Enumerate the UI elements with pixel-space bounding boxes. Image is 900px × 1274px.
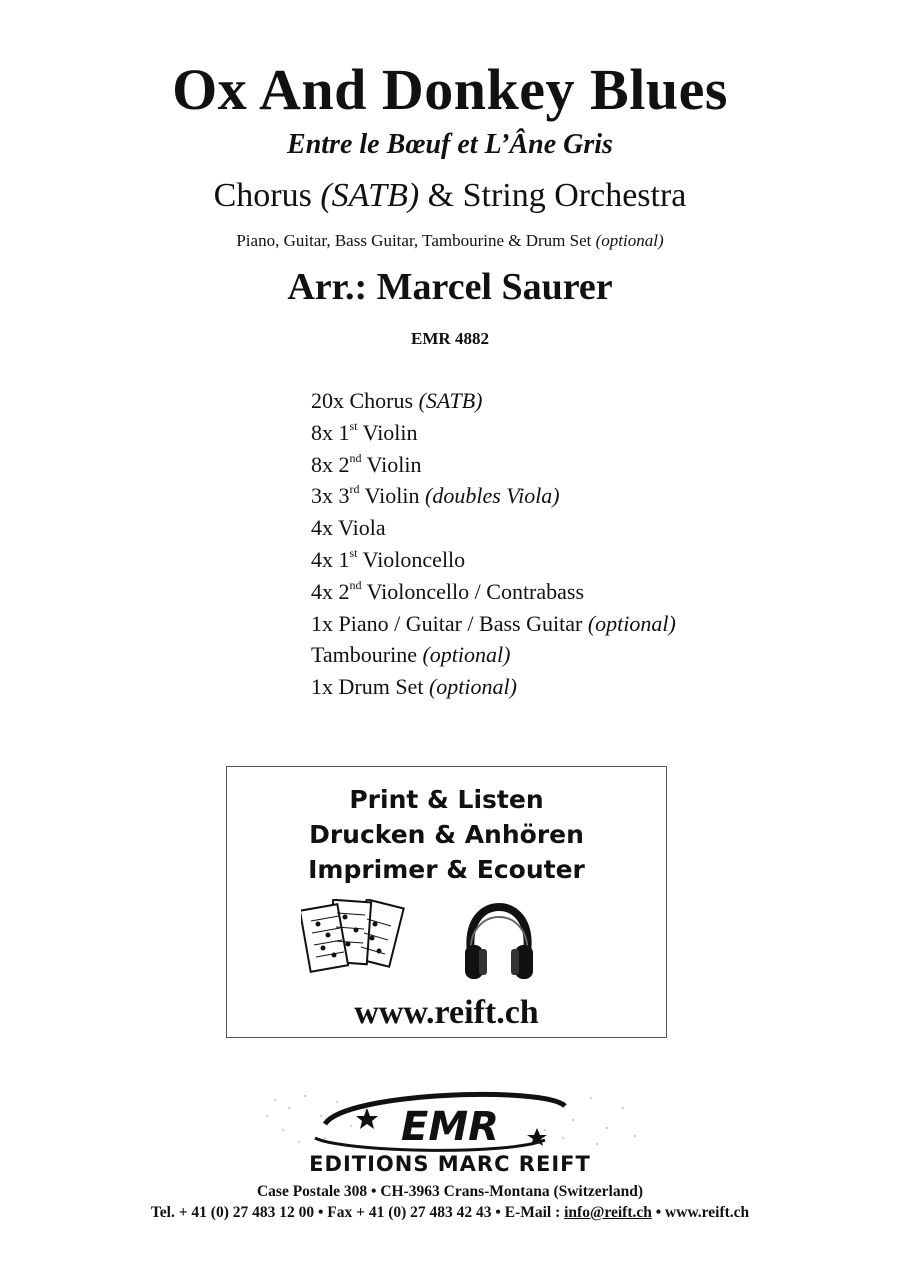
publisher-address: Case Postale 308 • CH-3963 Crans-Montana (Switzerland) (256, 1183, 643, 1200)
promo-url[interactable]: www.reift.ch (354, 994, 539, 1031)
part-name: Viola (338, 515, 386, 541)
part-item (311, 544, 676, 576)
part-instrument: Violin (364, 483, 420, 509)
part-note: (SATB) (418, 388, 483, 413)
logo-text: EMR (401, 1104, 499, 1150)
contact-website[interactable]: • www.reift.ch (651, 1204, 750, 1221)
part-note: (optional) (422, 642, 511, 668)
part-ordinal-suffix: nd (349, 450, 362, 465)
part-item (311, 512, 676, 544)
part-item (311, 480, 676, 512)
publisher-contact (0, 1203, 900, 1223)
part-count: 8x (311, 451, 333, 477)
part-item (311, 608, 676, 640)
part-note: (optional) (428, 674, 517, 700)
part-name: Tambourine (311, 642, 417, 668)
part-count: 8x (311, 419, 333, 445)
print-listen-box[interactable] (226, 766, 667, 1038)
optional-instruments-note: (optional) (595, 231, 664, 250)
part-item (311, 576, 676, 608)
part-note: (optional) (587, 610, 676, 636)
part-name: Piano / Guitar / Bass Guitar (338, 610, 583, 636)
part-instrument: Violoncello / Contrabass (366, 578, 585, 604)
part-count: 1x (311, 674, 333, 700)
logo-star-left (356, 1108, 378, 1129)
part-count: 4x (311, 578, 333, 604)
publisher-name: EDITIONS MARC REIFT (309, 1152, 591, 1176)
score-title: Ox And Donkey Blues (172, 57, 728, 122)
part-name: Drum Set (338, 674, 424, 700)
promo-line-de: Drucken & Anhören (309, 820, 584, 849)
part-item (311, 417, 676, 449)
part-instrument: Violin (362, 419, 418, 445)
contact-phone-fax: Tel. + 41 (0) 27 483 12 00 • Fax + 41 (0) 27 483 42 43 • E-Mail : (150, 1204, 565, 1221)
part-ordinal-suffix: st (349, 418, 358, 433)
scoring-voicing: (SATB) (320, 177, 420, 214)
part-count: 4x (311, 546, 333, 572)
part-name: 3 (338, 483, 350, 509)
part-name: 1 (338, 419, 350, 445)
part-note: (doubles Viola) (425, 483, 560, 509)
scoring-prefix: Chorus (213, 177, 321, 214)
part-ordinal-suffix: rd (349, 482, 360, 497)
headphones-icon (463, 903, 535, 983)
part-name: 2 (338, 578, 350, 604)
part-name: Chorus (349, 388, 414, 413)
optional-instruments-text: Piano, Guitar, Bass Guitar, Tambourine & Drum Set (236, 231, 596, 250)
parts-list (311, 385, 676, 703)
part-count: 3x (311, 483, 333, 509)
part-ordinal-suffix: nd (349, 577, 362, 592)
part-instrument: Violoncello (362, 546, 466, 572)
scoring-line (0, 176, 900, 216)
part-instrument: Violin (366, 451, 422, 477)
score-subtitle: Entre le Bœuf et L’Âne Gris (287, 129, 613, 160)
part-item (311, 639, 676, 671)
promo-line-fr: Imprimer & Ecouter (308, 855, 585, 884)
part-item (311, 671, 676, 703)
part-count: 20x (311, 388, 344, 413)
part-item (311, 449, 676, 481)
part-name: 2 (338, 451, 350, 477)
part-count: 1x (311, 610, 333, 636)
email-link[interactable]: info@reift.ch (564, 1204, 652, 1221)
scoring-suffix: & String Orchestra (419, 177, 687, 214)
arranger: Arr.: Marcel Saurer (287, 266, 613, 308)
part-ordinal-suffix: st (349, 545, 358, 560)
part-item (311, 385, 676, 417)
sheet-music-icon (301, 899, 411, 981)
promo-line-en: Print & Listen (349, 785, 544, 814)
catalog-number: EMR 4882 (411, 329, 489, 348)
part-count: 4x (311, 515, 333, 541)
optional-instruments-line (0, 230, 900, 252)
part-name: 1 (338, 546, 350, 572)
